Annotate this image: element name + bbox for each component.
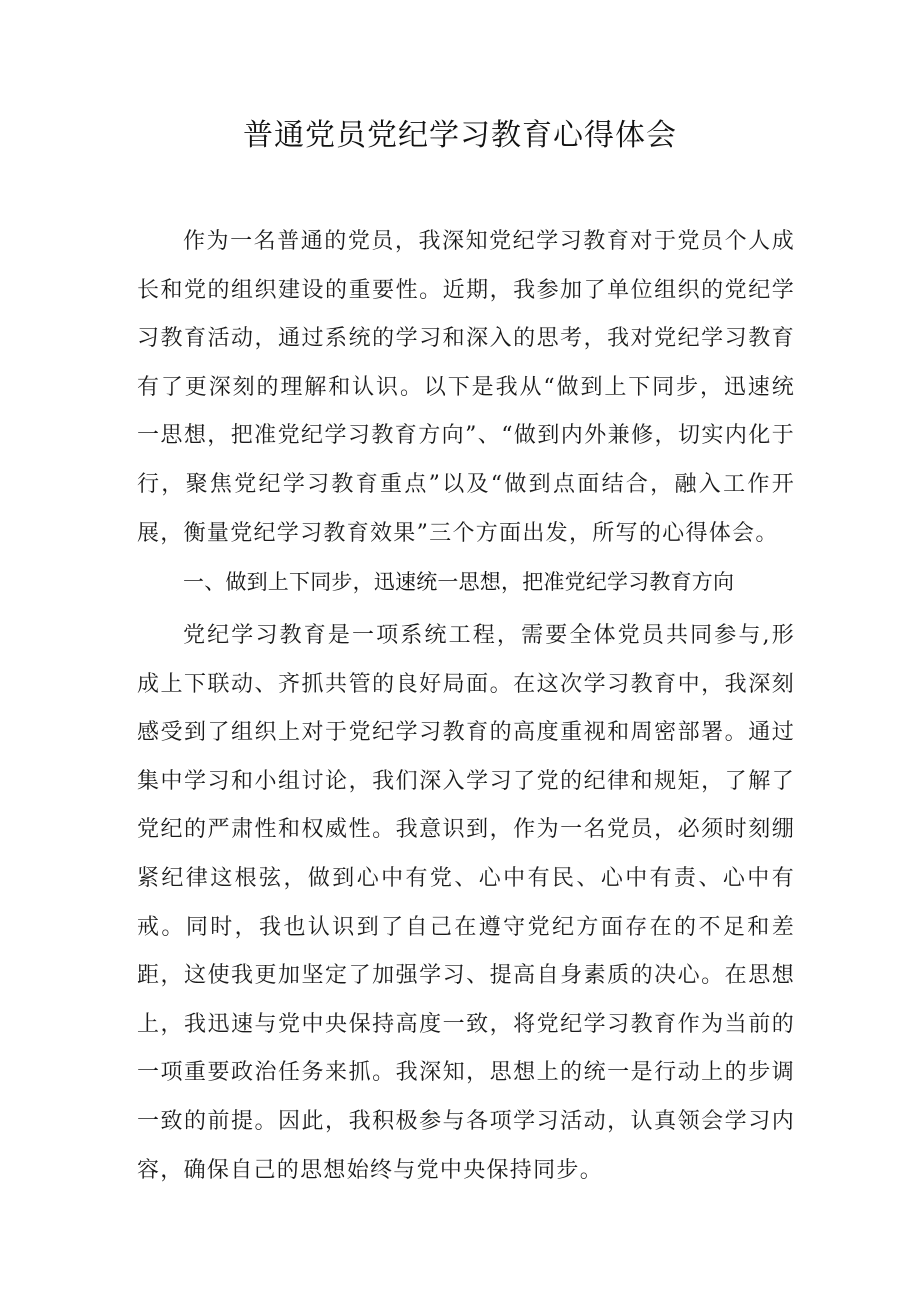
intro-paragraph: 作为一名普通的党员，我深知党纪学习教育对于党员个人成长和党的组织建设的重要性。近期，我参加了单位组织的党纪学习教育活动，通过系统的学习和深入的思考，我对党纪学习教育有了更深刻的理解和认识。以下是我从“做到上下同步，迅速统一思想，把准党纪学习教育方向”、“做到内外兼修，切实内化于行，聚焦党纪学习教育重点”以及“做到点面结合，融入工作开展，衡量党纪学习教育效果”三个方面出发，所写的心得体会。 [137, 229, 795, 546]
section-1-paragraph: 党纪学习教育是一项系统工程，需要全体党员共同参与,形成上下联动、齐抓共管的良好局面。在这次学习教育中，我深刻感受到了组织上对于党纪学习教育的高度重视和周密部署。通过集中学习和小组讨论，我们深入学习了党的纪律和规矩，了解了党纪的严肃性和权威性。我意识到，作为一名党员，必须时刻绷紧纪律这根弦，做到心中有党、心中有民、心中有责、心中有戒。同时，我也认识到了自己在遵守党纪方面存在的不足和差距，这使我更加坚定了加强学习、提高自身素质的决心。在思想上，我迅速与党中央保持高度一致，将党纪学习教育作为当前的一项重要政治任务来抓。我深知，思想上的统一是行动上的步调一致的前提。因此，我积极参与各项学习活动，认真领会学习内容，确保自己的思想始终与党中央保持同步。 [137, 623, 795, 1183]
intro-block [137, 218, 795, 558]
section-1-block [137, 612, 795, 1195]
section-1-heading: 一、做到上下同步，迅速统一思想，把准党纪学习教育方向 [183, 570, 735, 594]
document-title: 普通党员党纪学习教育心得体会 [243, 118, 677, 153]
